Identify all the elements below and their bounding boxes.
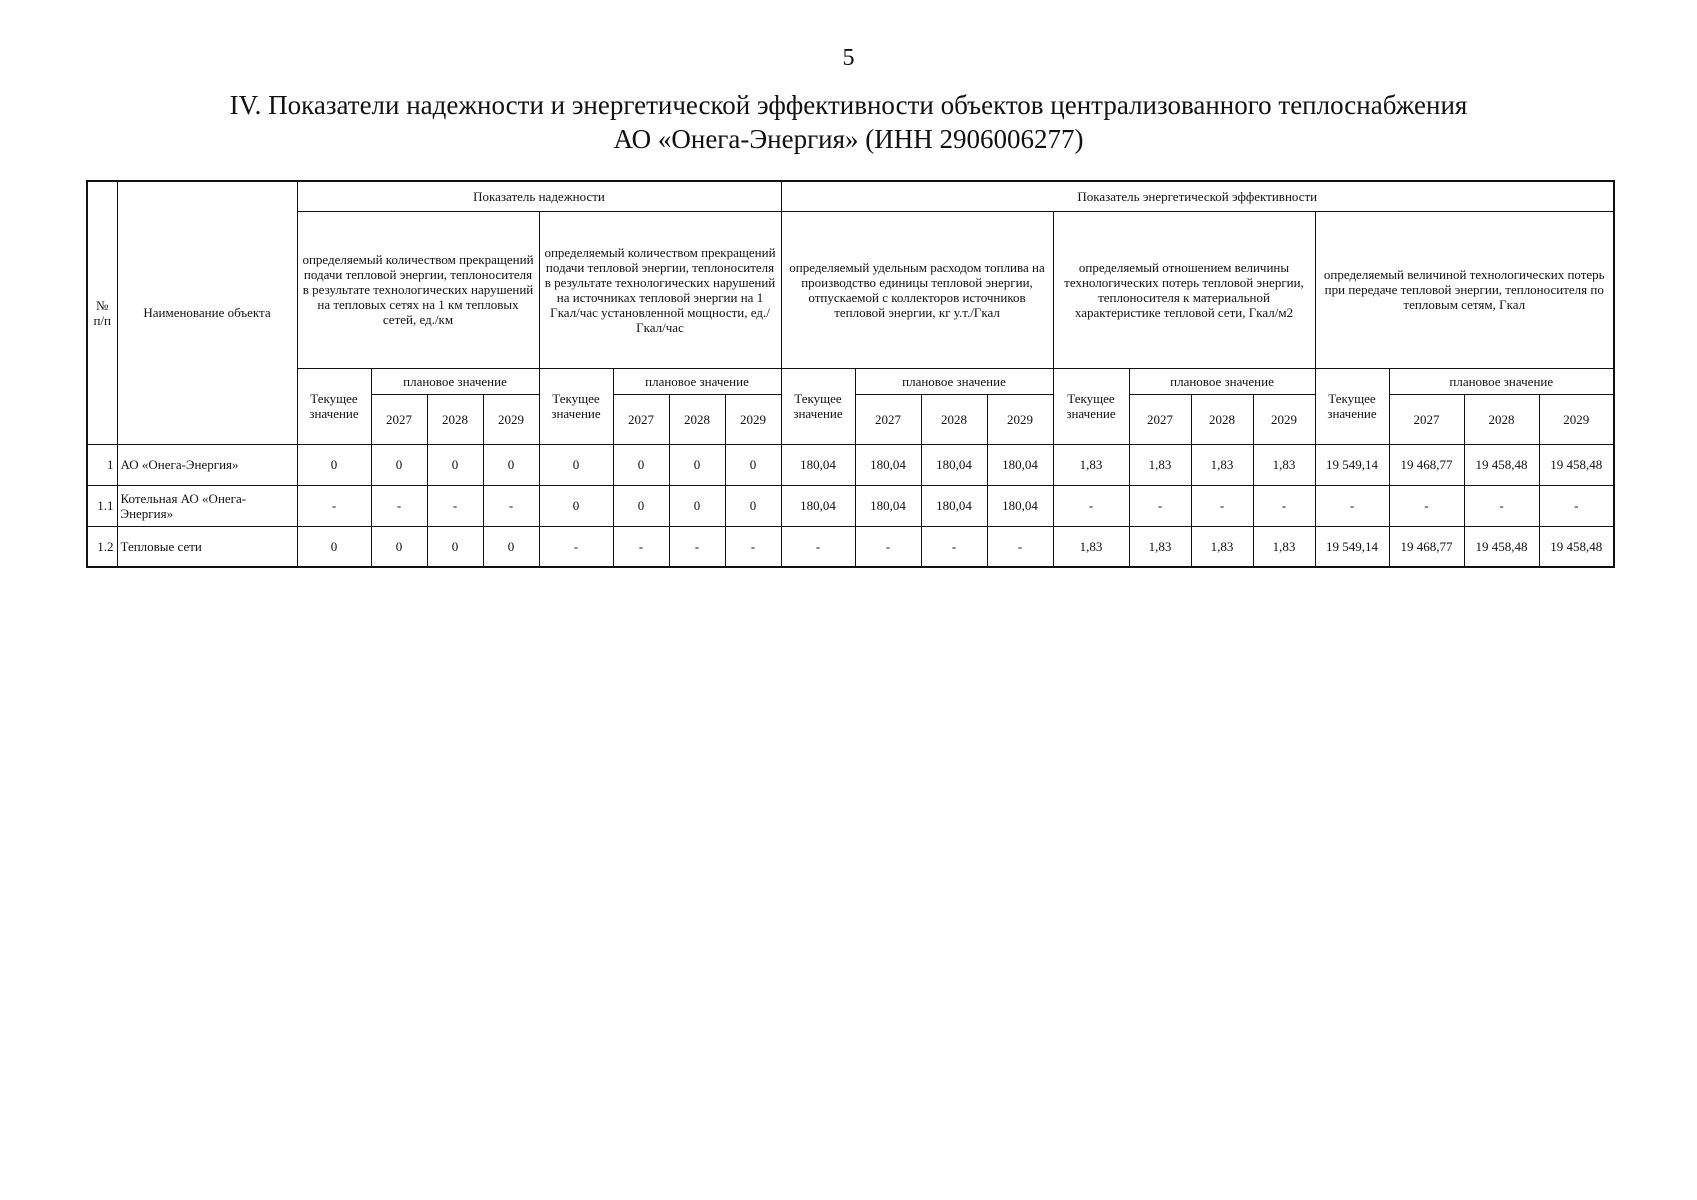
header-row-value-type (87, 368, 1614, 394)
indicator-header-network-outages: определяемый количеством прекращений подачи тепловой энергии, теплоносителя в результате технологических нарушений на тепловых сетях на 1 км тепловых сетей, ед./км (297, 211, 539, 368)
document-title (100, 88, 1597, 156)
value-cell: 1,83 (1053, 526, 1129, 567)
value-cell: 0 (297, 444, 371, 485)
column-header-number: № п/п (87, 181, 117, 444)
year-header: 2029 (1539, 394, 1614, 444)
year-header: 2028 (669, 394, 725, 444)
value-cell: 0 (725, 444, 781, 485)
column-header-name: Наименование объекта (117, 181, 297, 444)
value-cell: 19 468,77 (1389, 526, 1464, 567)
current-value-header: Текущее значение (539, 368, 613, 444)
value-cell: 0 (483, 526, 539, 567)
current-value-header: Текущее значение (1315, 368, 1389, 444)
year-header: 2028 (1464, 394, 1539, 444)
value-cell: 180,04 (855, 485, 921, 526)
value-cell: 0 (725, 485, 781, 526)
value-cell: 1,83 (1253, 526, 1315, 567)
value-cell: - (669, 526, 725, 567)
value-cell: - (371, 485, 427, 526)
planned-value-header: плановое значение (1389, 368, 1614, 394)
value-cell: 0 (669, 485, 725, 526)
value-cell: - (1191, 485, 1253, 526)
value-cell: 0 (483, 444, 539, 485)
value-cell: - (781, 526, 855, 567)
value-cell: 180,04 (781, 444, 855, 485)
year-header: 2029 (987, 394, 1053, 444)
value-cell: - (921, 526, 987, 567)
indicator-header-fuel-consumption: определяемый удельным расходом топлива на производство единицы тепловой энергии, отпускаемой с коллекторов источников тепловой энергии, кг у.т./Гкал (781, 211, 1053, 368)
value-cell: 19 468,77 (1389, 444, 1464, 485)
year-header: 2028 (1191, 394, 1253, 444)
value-cell: 180,04 (921, 485, 987, 526)
year-header: 2029 (483, 394, 539, 444)
value-cell: - (1539, 485, 1614, 526)
value-cell: 1,83 (1129, 444, 1191, 485)
value-cell: 1,83 (1129, 526, 1191, 567)
value-cell: 0 (371, 526, 427, 567)
value-cell: 0 (427, 526, 483, 567)
current-value-header: Текущее значение (1053, 368, 1129, 444)
value-cell: 1,83 (1191, 526, 1253, 567)
row-number: 1.2 (87, 526, 117, 567)
year-header: 2029 (1253, 394, 1315, 444)
value-cell: 0 (539, 485, 613, 526)
value-cell: 0 (297, 526, 371, 567)
object-name: Тепловые сети (117, 526, 297, 567)
value-cell: 19 458,48 (1539, 444, 1614, 485)
value-cell: - (427, 485, 483, 526)
value-cell: 1,83 (1191, 444, 1253, 485)
year-header: 2028 (921, 394, 987, 444)
year-header: 2027 (1389, 394, 1464, 444)
value-cell: 0 (427, 444, 483, 485)
value-cell: 19 549,14 (1315, 444, 1389, 485)
value-cell: - (855, 526, 921, 567)
year-header: 2027 (1129, 394, 1191, 444)
value-cell: 0 (371, 444, 427, 485)
value-cell: - (987, 526, 1053, 567)
value-cell: - (483, 485, 539, 526)
value-cell: 0 (613, 444, 669, 485)
year-header: 2027 (371, 394, 427, 444)
value-cell: 180,04 (987, 485, 1053, 526)
value-cell: - (1129, 485, 1191, 526)
value-cell: - (1315, 485, 1389, 526)
value-cell: - (1389, 485, 1464, 526)
year-header: 2028 (427, 394, 483, 444)
table-row (87, 485, 1614, 526)
planned-value-header: плановое значение (1129, 368, 1315, 394)
value-cell: 180,04 (921, 444, 987, 485)
value-cell: - (1053, 485, 1129, 526)
value-cell: - (725, 526, 781, 567)
indicators-table (86, 180, 1615, 568)
indicator-header-source-outages: определяемый количеством прекращений подачи тепловой энергии, теплоносителя в результате технологических нарушений на источниках тепловой энергии на 1 Гкал/час установленной мощности, ед./Гкал/час (539, 211, 781, 368)
value-cell: - (539, 526, 613, 567)
indicator-header-loss-ratio: определяемый отношением величины технологических потерь тепловой энергии, теплоносителя к материальной характеристике тепловой сети, Гкал/м2 (1053, 211, 1315, 368)
value-cell: 180,04 (855, 444, 921, 485)
document-title-line-2: АО «Онега-Энергия» (ИНН 2906006277) (613, 124, 1084, 154)
indicator-header-transmission-losses: определяемый величиной технологических потерь при передаче тепловой энергии, теплоносителя по тепловым сетям, Гкал (1315, 211, 1614, 368)
object-name: АО «Онега-Энергия» (117, 444, 297, 485)
value-cell: 0 (539, 444, 613, 485)
value-cell: - (297, 485, 371, 526)
year-header: 2027 (855, 394, 921, 444)
planned-value-header: плановое значение (371, 368, 539, 394)
value-cell: 0 (669, 444, 725, 485)
planned-value-header: плановое значение (613, 368, 781, 394)
year-header: 2029 (725, 394, 781, 444)
row-number: 1 (87, 444, 117, 485)
current-value-header: Текущее значение (297, 368, 371, 444)
value-cell: 180,04 (987, 444, 1053, 485)
value-cell: - (613, 526, 669, 567)
document-title-line-1: IV. Показатели надежности и энергетической эффективности объектов централизованного теплоснабжения (229, 90, 1468, 120)
value-cell: 19 458,48 (1464, 526, 1539, 567)
value-cell: 19 458,48 (1539, 526, 1614, 567)
planned-value-header: плановое значение (855, 368, 1053, 394)
value-cell: - (1464, 485, 1539, 526)
table-row (87, 526, 1614, 567)
page-number: 5 (842, 45, 855, 71)
year-header: 2027 (613, 394, 669, 444)
group-header-efficiency: Показатель энергетической эффективности (781, 181, 1614, 211)
value-cell: 19 549,14 (1315, 526, 1389, 567)
object-name: Котельная АО «Онега-Энергия» (117, 485, 297, 526)
value-cell: 180,04 (781, 485, 855, 526)
table-row (87, 444, 1614, 485)
value-cell: 1,83 (1253, 444, 1315, 485)
value-cell: 1,83 (1053, 444, 1129, 485)
header-row-indicators (87, 211, 1614, 368)
header-row-groups (87, 181, 1614, 211)
row-number: 1.1 (87, 485, 117, 526)
table-body (87, 444, 1614, 567)
group-header-reliability: Показатель надежности (297, 181, 781, 211)
current-value-header: Текущее значение (781, 368, 855, 444)
value-cell: 0 (613, 485, 669, 526)
value-cell: - (1253, 485, 1315, 526)
value-cell: 19 458,48 (1464, 444, 1539, 485)
